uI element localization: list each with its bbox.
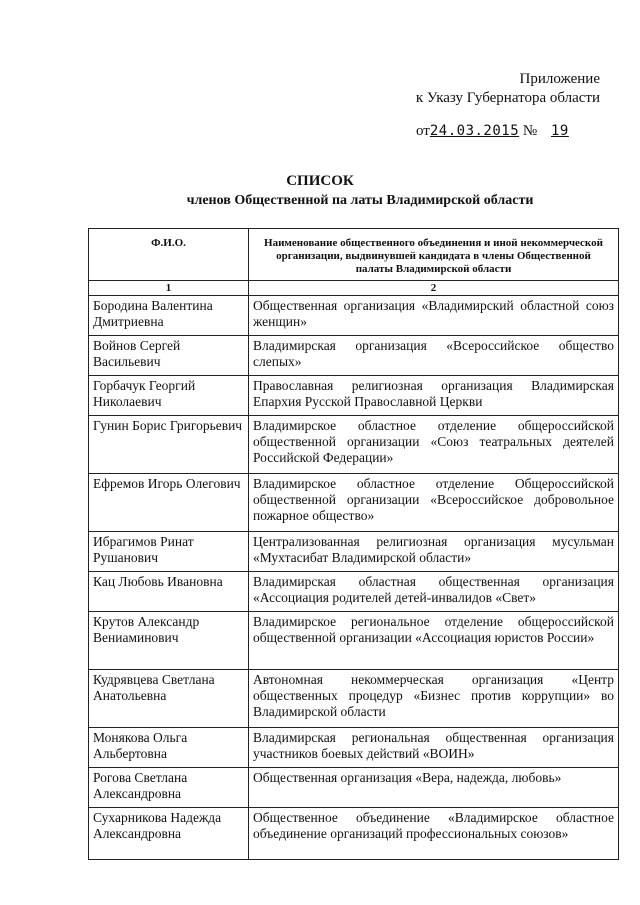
nominating-organization: Владимирская региональная общественная организация участников боевых действий «ВОИН» [249,728,619,768]
document-title: СПИСОК [286,173,354,189]
member-name: Горбачук Георгий Николаевич [89,376,249,416]
column-number-2: 2 [249,281,619,296]
member-name: Гунин Борис Григорьевич [89,416,249,474]
nominating-organization: Владимирское региональное отделение общероссийской общественной организации «Ассоциация юристов России» [249,612,619,670]
annex-line-2: к Указу Губернатора области [415,90,600,106]
nominating-organization: Централизованная религиозная организация мусульман «Мухтасибат Владимирской области» [249,532,619,572]
member-name: Кац Любовь Ивановна [89,572,249,612]
table-row [89,416,619,474]
nominating-organization: Владимирское областное отделение Общероссийской общественной организации «Всероссийское добровольное пожарное общество» [249,474,619,532]
table-row [89,728,619,768]
table-row [89,296,619,336]
member-name: Кудрявцева Светлана Анатольевна [89,670,249,728]
order-no-label: № [522,123,538,139]
table-row [89,336,619,376]
table-row [89,670,619,728]
member-name: Войнов Сергей Васильевич [89,336,249,376]
member-name: Монякова Ольга Альбертовна [89,728,249,768]
table-row [89,376,619,416]
nominating-organization: Общественное объединение «Владимирское областное объединение организаций профессиональных союзов» [249,808,619,860]
nominating-organization: Владимирская организация «Всероссийское общество слепых» [249,336,619,376]
order-reference [416,123,597,140]
nominating-organization: Общественная организация «Владимирский областной союз женщин» [249,296,619,336]
nominating-organization: Общественная организация «Вера, надежда, любовь» [249,768,619,808]
nominating-organization: Автономная некоммерческая организация «Центр общественных процедур «Бизнес против коррупции» во Владимирской области [249,670,619,728]
header-name: Ф.И.О. [89,229,249,281]
table-row [89,532,619,572]
document-subtitle: членов Общественной па латы Владимирской области [186,193,534,208]
table-row [89,768,619,808]
table-row [89,474,619,532]
order-date: 24.03.2015 [429,123,520,139]
column-number-row [89,281,619,296]
member-name: Бородина Валентина Дмитриевна [89,296,249,336]
member-name: Рогова Светлана Александровна [89,768,249,808]
members-table [88,228,619,860]
member-name: Ибрагимов Ринат Рушанович [89,532,249,572]
nominating-organization: Владимирская областная общественная организация «Ассоциация родителей детей-инвалидов «Свет» [249,572,619,612]
order-prefix: от [416,123,430,139]
table-header-row [89,229,619,281]
column-number-1: 1 [89,281,249,296]
table-row [89,808,619,860]
member-name: Сухарникова Надежда Александровна [89,808,249,860]
annex-line-1: Приложение [519,71,600,87]
table-row [89,572,619,612]
header-organization: Наименование общественного объединения и иной некоммерческой организации, выдвинувшей кандидата в члены Общественной палаты Владимирской области [249,229,619,281]
annex-header [416,70,600,108]
member-name: Ефремов Игорь Олегович [89,474,249,532]
nominating-organization: Владимирское областное отделение общероссийской общественной организации «Союз театральных деятелей Российской Федерации» [249,416,619,474]
table-row [89,612,619,670]
member-name: Крутов Александр Вениаминович [89,612,249,670]
order-number: 19 [550,123,569,139]
nominating-organization: Православная религиозная организация Владимирская Епархия Русской Православной Церкви [249,376,619,416]
